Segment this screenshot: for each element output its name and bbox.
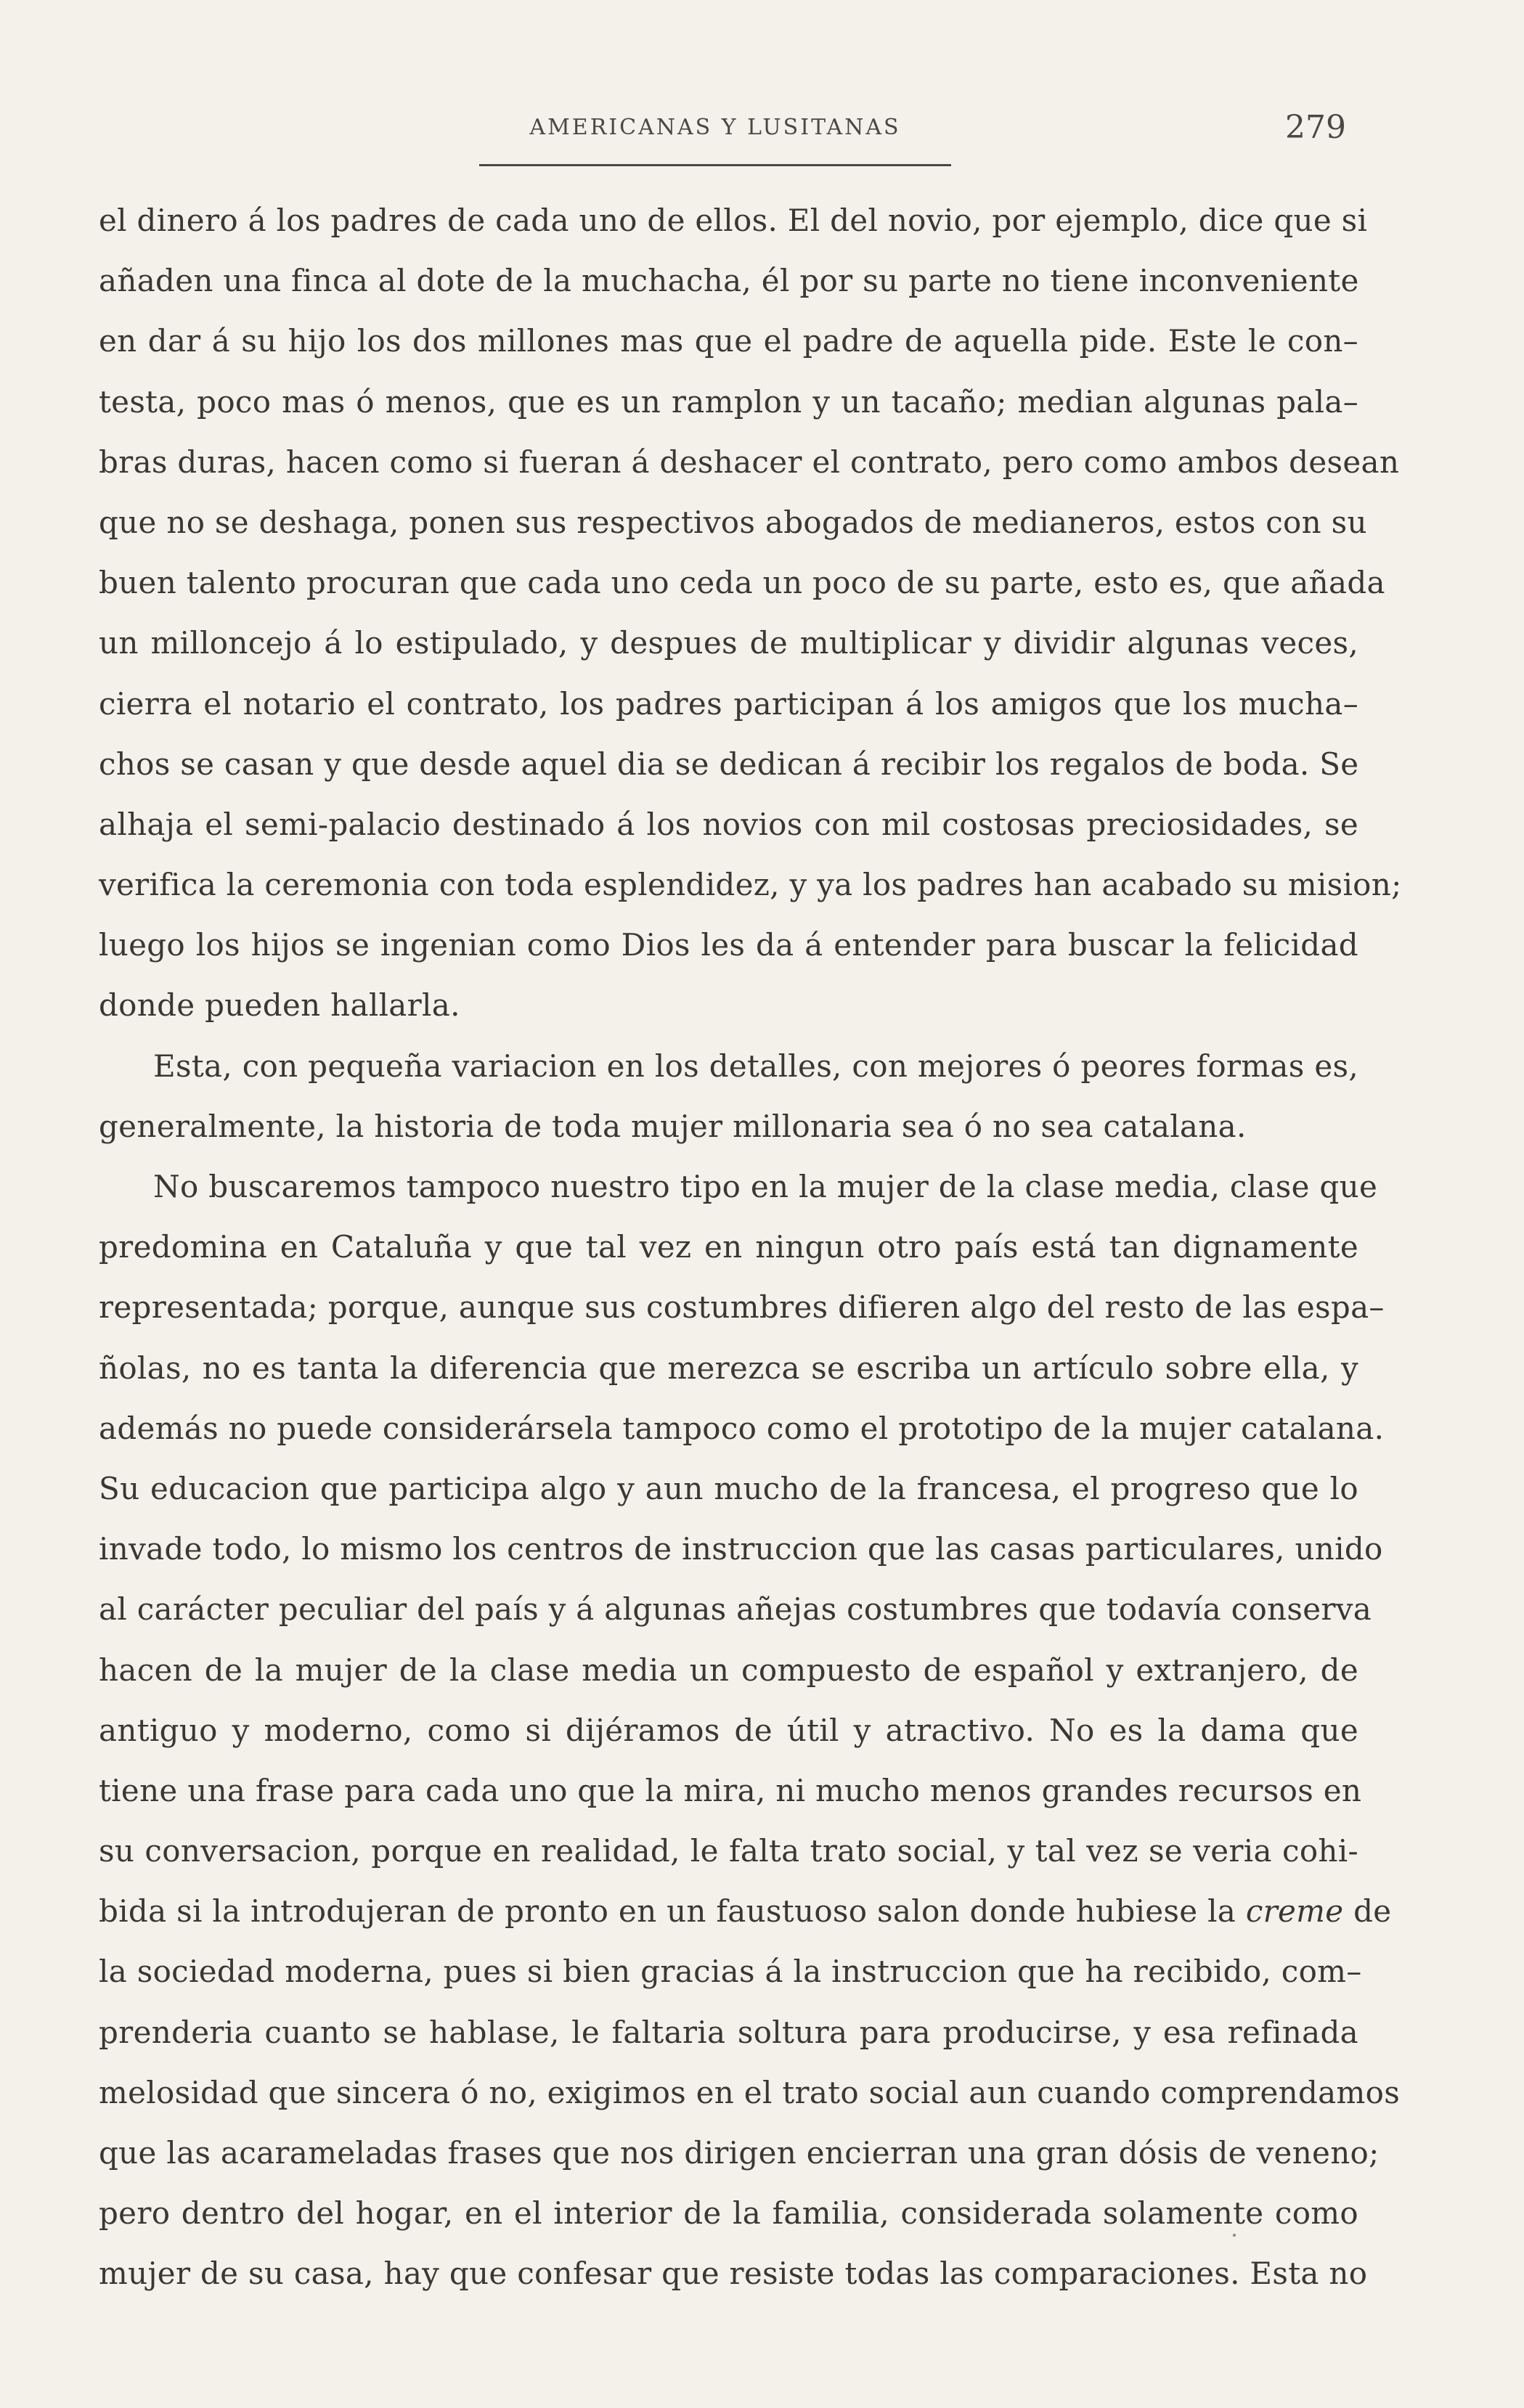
paper-speck <box>1233 2234 1236 2237</box>
text-line: verifica la ceremonia con toda esplendidez, y ya los padres han acabado su mision; <box>99 867 1402 903</box>
text-line: cierra el notario el contrato, los padres participan á los amigos que los mucha– <box>99 685 1358 722</box>
text-line: No buscaremos tampoco nuestro tipo en la mujer de la clase media, clase que <box>153 1169 1378 1204</box>
text-line: la sociedad moderna, pues si bien gracias á la instruccion que ha recibido, com– <box>99 1954 1362 1990</box>
text-line: invade todo, lo mismo los centros de instruccion que las casas particulares, unido <box>99 1531 1383 1567</box>
text-line: luego los hijos se ingenian como Dios les da á entender para buscar la felicidad <box>99 927 1358 963</box>
text-line: melosidad que sincera ó no, exigimos en el trato social aun cuando comprendamos <box>99 2074 1401 2110</box>
text-line: mujer de su casa, hay que confesar que resiste todas las comparaciones. Esta no <box>99 2256 1368 2292</box>
body-text <box>99 190 1402 2304</box>
text-line: antiguo y moderno, como si dijéramos de útil y atractivo. No es la dama que <box>99 1712 1358 1748</box>
page-number: 279 <box>1285 109 1346 146</box>
text-line: alhaja el semi-palacio destinado á los novios con mil costosas preciosidades, se <box>99 806 1358 842</box>
text-line: al carácter peculiar del país y á algunas añejas costumbres que todavía conserva <box>99 1591 1372 1628</box>
text-line: Su educacion que participa algo y aun mucho de la francesa, el progreso que lo <box>99 1470 1358 1506</box>
text-line: donde pueden hallarla. <box>99 987 460 1024</box>
text-line: prenderia cuanto se hablase, le faltaria soltura para producirse, y esa refinada <box>99 2014 1358 2050</box>
text-line: Esta, con pequeña variacion en los detalles, con mejores ó peores formas es, <box>153 1048 1358 1084</box>
text-line: bras duras, hacen como si fueran á deshacer el contrato, pero como ambos desean <box>99 444 1400 480</box>
text-line: añaden una finca al dote de la muchacha, él por su parte no tiene inconveniente <box>99 263 1359 299</box>
text-line: su conversacion, porque en realidad, le falta trato social, y tal vez se veria cohi- <box>99 1833 1358 1869</box>
text-line: testa, poco mas ó menos, que es un ramplon y un tacaño; median algunas pala– <box>99 383 1358 420</box>
italic-word: creme <box>1245 1893 1344 1930</box>
text-line-with-italic <box>99 1881 1392 1941</box>
text-line: que las acarameladas frases que nos dirigen encierran una gran dósis de veneno; <box>99 2135 1380 2171</box>
text-line: buen talento procuran que cada uno ceda un poco de su parte, esto es, que añada <box>99 565 1385 601</box>
text-line: chos se casan y que desde aquel dia se dedican á recibir los regalos de boda. Se <box>99 746 1359 782</box>
text-line: predomina en Cataluña y que tal vez en ningun otro país está tan dignamente <box>99 1229 1358 1265</box>
text-line: representada; porque, aunque sus costumbres difieren algo del resto de las espa– <box>99 1289 1385 1326</box>
text-line: un milloncejo á lo estipulado, y despues de multiplicar y dividir algunas veces, <box>99 625 1358 661</box>
text-line: que no se deshaga, ponen sus respectivos abogados de medianeros, estos con su <box>99 504 1367 540</box>
text-segment: de <box>1353 1893 1392 1930</box>
text-line: generalmente, la historia de toda mujer millonaria sea ó no sea catalana. <box>99 1108 1247 1144</box>
text-segment: bida si la introdujeran de pronto en un faustuoso salon donde hubiese la <box>99 1893 1236 1930</box>
text-line: ñolas, no es tanta la diferencia que merezca se escriba un artículo sobre ella, y <box>99 1350 1358 1386</box>
text-line: el dinero á los padres de cada uno de ellos. El del novio, por ejemplo, dice que si <box>99 203 1368 238</box>
running-head: AMERICANAS Y LUSITANAS <box>529 115 901 140</box>
text-line: hacen de la mujer de la clase media un compuesto de español y extranjero, de <box>99 1652 1358 1688</box>
text-line: tiene una frase para cada uno que la mira, ni mucho menos grandes recursos en <box>99 1772 1362 1808</box>
text-line: además no puede considerársela tampoco como el prototipo de la mujer catalana. <box>99 1410 1385 1446</box>
text-line: pero dentro del hogar, en el interior de la familia, considerada solamente como <box>99 2195 1358 2232</box>
text-line: en dar á su hijo los dos millones mas que el padre de aquella pide. Este le con– <box>99 323 1358 359</box>
header-rule <box>479 164 951 166</box>
